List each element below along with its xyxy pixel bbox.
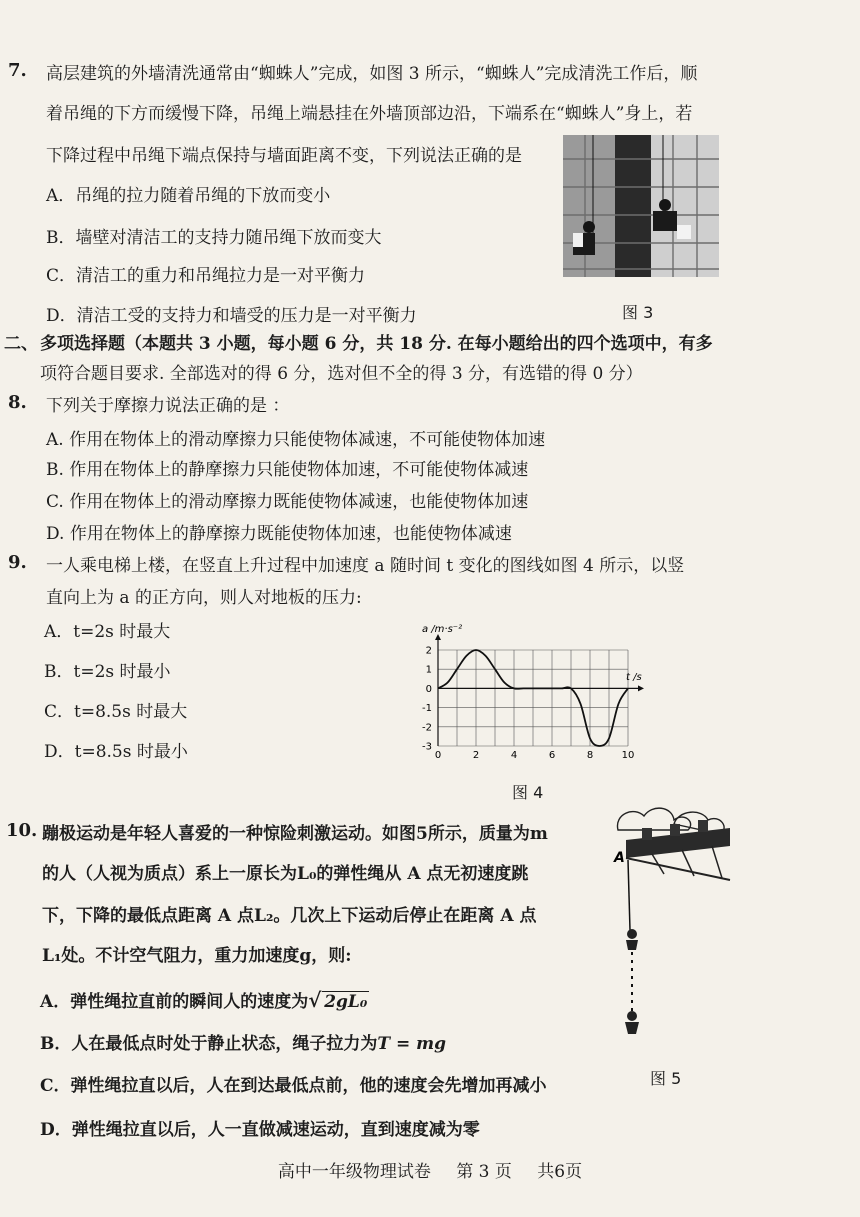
question-10-option-d: D．弹性绳拉直以后，人一直做减速运动，直到速度减为零 — [40, 1120, 480, 1140]
jumper-bottom-icon — [625, 1011, 639, 1034]
question-10-option-a — [40, 990, 369, 1014]
x-tick-label: 2 — [472, 750, 480, 761]
question-7-option-a: A．吊绳的拉力随着吊绳的下放而变小 — [46, 186, 331, 206]
bridge-icon — [626, 820, 730, 880]
question-10-line-4: L₁处。不计空气阻力，重力加速度g，则: — [42, 946, 352, 966]
question-10-option-b-text: B．人在最低点时处于静止状态，绳子拉力为 — [40, 1034, 378, 1054]
chart-x-axis-label: t /s — [626, 672, 642, 683]
section-2-line-1 — [40, 332, 713, 356]
tension-formula: T = mg — [377, 1034, 446, 1054]
section-2-line-1-text: 多项选择题（本题共 3 小题，每小题 6 分，共 18 分. 在每小题给出的四个选项中，有多 — [40, 334, 713, 354]
x-axis-arrow — [638, 685, 644, 691]
bungee-rope — [628, 860, 630, 930]
question-7-line-3: 下降过程中吊绳下端点保持与墙面距离不变，下列说法正确的是 — [46, 146, 522, 166]
x-tick-label: 8 — [586, 750, 594, 761]
y-tick-label: 2 — [425, 645, 432, 657]
point-a-label: A — [614, 850, 625, 866]
question-10-option-c: C．弹性绳拉直以后，人在到达最低点前，他的速度会先增加再减小 — [40, 1076, 547, 1096]
section-2-line-2: 项符合题目要求. 全部选对的得 6 分，选对但不全的得 3 分，有选错的得 0 分） — [40, 364, 643, 384]
question-7-line-1: 高层建筑的外墙清洗通常由“蜘蛛人”完成，如图 3 所示，“蜘蛛人”完成清洗工作后，顺 — [46, 64, 698, 84]
question-8-number: 8. — [8, 392, 27, 413]
question-9-option-c: C．t=8.5s 时最大 — [44, 702, 188, 722]
chart-grid — [438, 650, 628, 746]
question-10-option-b — [40, 1032, 446, 1056]
y-tick-label: 1 — [425, 664, 432, 676]
figure-4-caption: 图 4 — [512, 783, 544, 802]
figure-3-photo — [563, 135, 719, 277]
question-9-option-a: A．t=2s 时最大 — [44, 622, 171, 642]
page-footer — [0, 1157, 860, 1182]
question-10-line-3: 下，下降的最低点距离 A 点L₂。几次上下运动后停止在距离 A 点 — [42, 906, 537, 926]
chart-y-axis-label: a /m·s⁻² — [422, 624, 463, 635]
question-7-option-d: D．清洁工受的支持力和墙受的压力是一对平衡力 — [46, 306, 417, 326]
y-tick-label: -2 — [422, 722, 432, 734]
question-10-line-2: 的人（人视为质点）系上一原长为L₀的弹性绳从 A 点无初速度跳 — [42, 864, 529, 884]
question-8-option-a: A. 作用在物体上的滑动摩擦力只能使物体减速，不可能使物体加速 — [46, 430, 546, 450]
question-8-stem: 下列关于摩擦力说法正确的是 ： — [46, 396, 290, 416]
chart-ticks — [422, 646, 634, 762]
question-8-option-d: D. 作用在物体上的静摩擦力既能使物体加速，也能使物体减速 — [46, 524, 512, 544]
question-7-option-b: B．墙壁对清洁工的支持力随吊绳下放而变大 — [46, 228, 382, 248]
footer-total: 共6页 — [537, 1162, 583, 1182]
x-tick-label: 6 — [548, 750, 556, 761]
y-tick-label: 0 — [425, 683, 432, 695]
question-7-option-c: C．清洁工的重力和吊绳拉力是一对平衡力 — [46, 266, 366, 286]
y-tick-label: -1 — [422, 703, 432, 715]
figure-3-caption: 图 3 — [622, 303, 654, 322]
figure-5-caption: 图 5 — [650, 1069, 682, 1088]
question-9-option-d: D．t=8.5s 时最小 — [44, 742, 188, 762]
question-7-number: 7. — [8, 60, 27, 81]
question-9-option-b: B．t=2s 时最小 — [44, 662, 171, 682]
question-9-line-1: 一人乘电梯上楼，在竖直上升过程中加速度 a 随时间 t 变化的图线如图 4 所示，以竖 — [46, 556, 685, 576]
question-8-option-c: C. 作用在物体上的滑动摩擦力既能使物体减速，也能使物体加速 — [46, 492, 529, 512]
question-10-option-a-text: A．弹性绳拉直前的瞬间人的速度为 — [40, 992, 309, 1012]
sqrt-formula: √ 2gL₀ — [308, 988, 368, 1012]
question-9-number: 9. — [8, 552, 27, 573]
footer-title: 高中一年级物理试卷 — [277, 1162, 431, 1182]
section-2-label: 二、 — [4, 334, 38, 354]
jumper-top-icon — [626, 929, 638, 950]
question-10-number: 10. — [6, 820, 38, 841]
x-tick-label: 10 — [621, 750, 635, 761]
y-tick-label: -3 — [422, 741, 432, 753]
question-8-option-b: B. 作用在物体上的静摩擦力只能使物体加速，不可能使物体减速 — [46, 460, 529, 480]
question-9-line-2: 直向上为 a 的正方向，则人对地板的压力: — [46, 588, 362, 608]
x-tick-label: 4 — [510, 750, 518, 761]
figure-5-diagram — [612, 800, 732, 1060]
x-tick-label: 0 — [434, 750, 442, 761]
figure-4-chart — [410, 618, 660, 768]
question-10-line-1: 蹦极运动是年轻人喜爱的一种惊险刺激运动。如图5所示，质量为m — [42, 824, 548, 844]
footer-page: 第 3 页 — [456, 1162, 512, 1182]
sqrt-formula-body: 2gL₀ — [324, 992, 368, 1012]
question-7-line-2: 着吊绳的下方而缓慢下降，吊绳上端悬挂在外墙顶部边沿，下端系在“蜘蛛人”身上，若 — [46, 104, 693, 124]
